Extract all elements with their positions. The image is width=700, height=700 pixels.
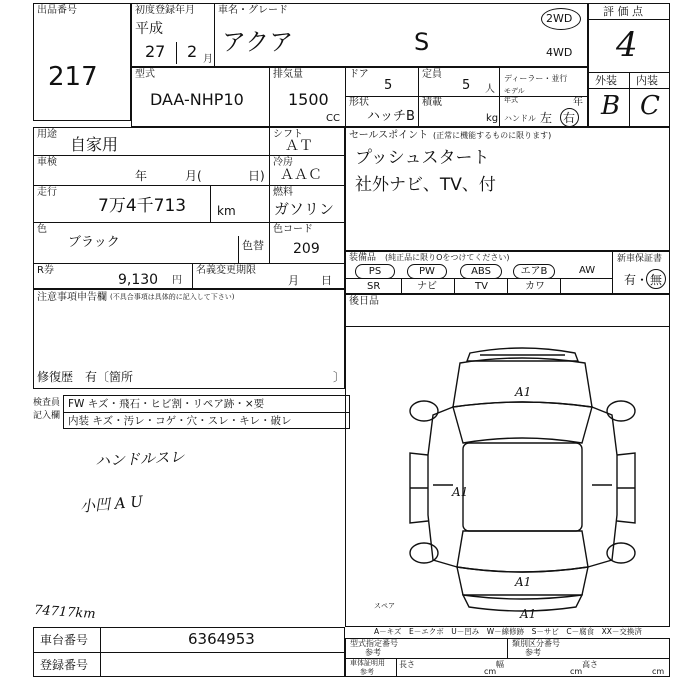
displacement-value: 1500 bbox=[288, 90, 329, 109]
inspector-label-1: 検査員 bbox=[33, 398, 61, 408]
aircon-value: ＡＡＣ bbox=[280, 167, 322, 183]
usage-label: 用途 bbox=[37, 129, 57, 140]
repair-bracket: 〕 bbox=[333, 370, 346, 384]
registration-label: 登録番号 bbox=[40, 658, 89, 672]
inspection-label: 車検 bbox=[37, 157, 57, 168]
damage-mark-rear-bottom: A1 bbox=[520, 607, 537, 621]
repair-history: 修復歴 有〔箇所 bbox=[37, 370, 134, 384]
capacity-unit: 人 bbox=[485, 84, 495, 95]
equip-ps: PS bbox=[355, 264, 395, 279]
inspection-year: 年 bbox=[135, 169, 148, 183]
equip-airbag: エアB bbox=[513, 264, 555, 279]
certificate-length: 長さ bbox=[399, 660, 415, 669]
drive-4wd: 4WD bbox=[546, 46, 573, 59]
handle-label: ハンドル bbox=[504, 114, 536, 123]
certificate-length-unit: cm bbox=[484, 667, 497, 676]
certificate-width-unit: cm bbox=[570, 667, 583, 676]
certificate-ref: 参考 bbox=[360, 668, 374, 676]
equip-abs: ABS bbox=[460, 264, 502, 279]
model-year-label-1: モデル bbox=[504, 87, 525, 95]
equip-navi: ナビ bbox=[417, 281, 437, 292]
certificate-height-unit: cm bbox=[652, 667, 665, 676]
certificate-width: 幅 bbox=[496, 660, 504, 669]
warranty-no: 無 bbox=[650, 273, 663, 287]
color-label: 色 bbox=[37, 224, 47, 235]
sales-point-line2: 社外ナビ、TV、付 bbox=[355, 175, 496, 195]
mileage-label: 走行 bbox=[37, 187, 57, 198]
mileage-value: 7万4千713 bbox=[98, 196, 187, 216]
inspection-day: 日) bbox=[248, 169, 265, 183]
chassis-value: 6364953 bbox=[188, 630, 255, 648]
model-year-label-2: 年式 bbox=[504, 96, 518, 104]
inspector-label-2: 記入欄 bbox=[33, 411, 61, 421]
remarks-label: 注意事項申告欄 bbox=[37, 292, 107, 303]
fit-box bbox=[345, 294, 670, 327]
shift-value: ＡＴ bbox=[285, 138, 313, 154]
int-label: 内装 bbox=[636, 74, 658, 87]
int-value: C bbox=[640, 91, 660, 121]
damage-mark-roof: A1 bbox=[515, 385, 532, 399]
doors-label: ドア bbox=[349, 69, 369, 80]
chassis-label: 車台番号 bbox=[40, 633, 89, 647]
remarks-note: (不具合事項は具体的に記入して下さい) bbox=[110, 293, 235, 301]
model-label: 型式 bbox=[135, 69, 155, 80]
mileage-unit: km bbox=[217, 204, 236, 218]
sales-point-label: セールスポイント bbox=[349, 130, 429, 141]
recycle-value: 9,130 bbox=[118, 272, 159, 288]
body-shape-label: 形状 bbox=[349, 97, 369, 108]
fuel-label: 燃料 bbox=[273, 187, 293, 198]
dealer-warranty-month: 月 bbox=[288, 274, 299, 287]
handwritten-note1: ハンドルスレ bbox=[94, 447, 185, 471]
score-label: 評 価 点 bbox=[603, 5, 643, 18]
model-year-unit: 年 bbox=[573, 97, 583, 108]
category-ref: 参考 bbox=[525, 648, 541, 657]
recycle-unit: 円 bbox=[172, 275, 182, 286]
lot-label: 出品番号 bbox=[37, 5, 77, 16]
aircon-label: 冷房 bbox=[273, 157, 293, 168]
equip-tv: TV bbox=[475, 281, 488, 292]
capacity-label: 定員 bbox=[422, 69, 442, 80]
color-code-label: 色コード bbox=[273, 224, 313, 235]
spare-label: スペア bbox=[374, 602, 395, 610]
handwritten-odometer: 74717km bbox=[33, 602, 97, 623]
recycle-label: R券 bbox=[37, 265, 54, 276]
equip-leather: カワ bbox=[525, 281, 545, 292]
damage-legend: A－キズ E－エクボ U－凹み W－線修跡 S－サビ C－腐食 XX－交換済 bbox=[374, 627, 642, 636]
inspection-month: 月( bbox=[185, 169, 202, 183]
equip-pw: PW bbox=[407, 264, 447, 279]
fuel-value: ガソリン bbox=[274, 200, 335, 218]
handle-right: 右 bbox=[563, 111, 576, 125]
inspector-line2: 内装 キズ・汚レ・コゲ・穴・スレ・キレ・破レ bbox=[68, 415, 292, 427]
color-code-value: 209 bbox=[293, 241, 320, 257]
load-unit: kg bbox=[486, 113, 499, 124]
equipment-label: 装備品 bbox=[349, 253, 377, 263]
warranty-sep: ・ bbox=[636, 273, 649, 287]
first-reg-era: 平成 bbox=[135, 21, 163, 37]
car-grade: S bbox=[414, 28, 430, 56]
car-label: 車名・グレード bbox=[218, 5, 288, 16]
ext-value: B bbox=[601, 91, 621, 121]
designation-ref: 参考 bbox=[365, 648, 381, 657]
first-reg-year: 27 bbox=[145, 42, 166, 61]
certificate-height: 高さ bbox=[582, 660, 598, 669]
sales-point-note: (正常に機能するものに限ります) bbox=[433, 131, 552, 140]
load-label: 積載 bbox=[422, 97, 442, 108]
score-value: 4 bbox=[616, 25, 638, 65]
handle-left: 左 bbox=[540, 111, 553, 125]
sales-point-line1: プッシュスタート bbox=[355, 148, 490, 168]
shift-label: シフト bbox=[273, 129, 303, 140]
displacement-label: 排気量 bbox=[273, 69, 303, 80]
color-change-label: 色替 bbox=[242, 239, 264, 252]
damage-mark-rear: A1 bbox=[515, 575, 532, 589]
displacement-unit: CC bbox=[326, 113, 340, 124]
header-box bbox=[131, 3, 588, 67]
inspector-line1: FW キズ・飛石・ヒビ割・リペア跡・×要 bbox=[68, 398, 265, 410]
body-shape-value: ハッチB bbox=[367, 109, 415, 124]
equipment-note: (純正品に限りOをつけてください) bbox=[385, 253, 510, 262]
doors-value: 5 bbox=[384, 78, 393, 93]
first-reg-month-unit: 月 bbox=[203, 54, 213, 65]
certificate-label: 車体証明用 bbox=[350, 659, 385, 667]
dealer-label: ディーラー・並行 bbox=[504, 74, 568, 83]
dealer-warranty-label: 名義変更期限 bbox=[196, 265, 256, 276]
equip-sr: SR bbox=[367, 281, 381, 292]
equip-aw: AW bbox=[579, 265, 596, 276]
warranty-yes: 有 bbox=[624, 273, 637, 287]
color-value: ブラック bbox=[68, 235, 120, 250]
first-reg-label: 初度登録年月 bbox=[135, 5, 195, 16]
ext-label: 外装 bbox=[595, 74, 617, 87]
model-value: DAA-NHP10 bbox=[150, 90, 244, 109]
category-label: 類別区分番号 bbox=[512, 639, 560, 648]
damage-mark-side: A1 bbox=[452, 485, 469, 499]
car-name: アクア bbox=[222, 28, 294, 56]
usage-value: 自家用 bbox=[70, 135, 119, 154]
lot-number: 217 bbox=[48, 62, 98, 92]
fit-label: 後日品 bbox=[349, 296, 379, 307]
dealer-warranty-day: 日 bbox=[321, 274, 332, 287]
handwritten-note2: 小凹 A U bbox=[79, 492, 144, 516]
first-reg-month: 2 bbox=[187, 42, 198, 61]
drive-2wd: 2WD bbox=[546, 12, 573, 25]
warranty-label: 新車保証書 bbox=[617, 254, 663, 264]
capacity-value: 5 bbox=[462, 78, 471, 93]
designation-label: 型式指定番号 bbox=[350, 639, 398, 648]
